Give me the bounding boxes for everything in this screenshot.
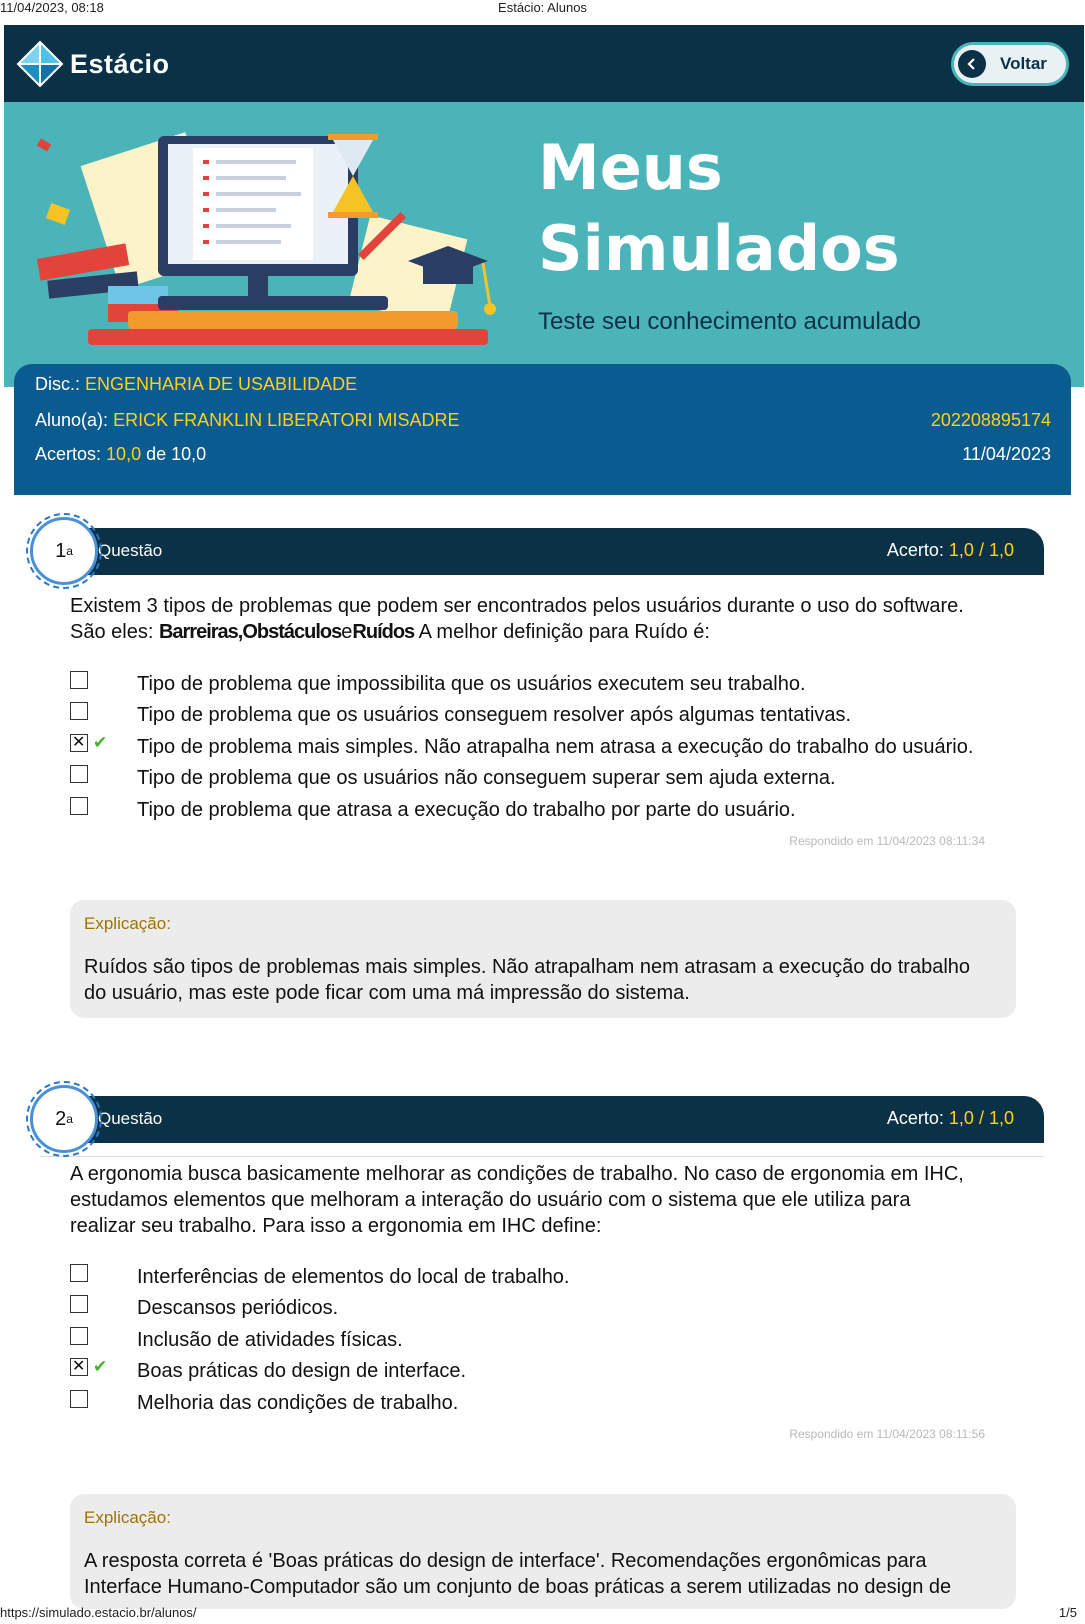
- question-label: Questão: [98, 1109, 163, 1128]
- student-label: Aluno(a):: [35, 410, 109, 430]
- answer-option-selected[interactable]: [70, 734, 1010, 764]
- statement-term-obstaculos: Obstáculos: [242, 621, 342, 643]
- page-title-line2: Simulados: [538, 212, 900, 285]
- answer-option-selected[interactable]: [70, 1358, 1010, 1388]
- question-score-value: 1,0: [948, 1108, 974, 1128]
- discipline-label: Disc.:: [35, 374, 80, 394]
- page-title: [538, 127, 988, 289]
- option-checkbox[interactable]: [70, 1327, 88, 1345]
- option-text: Tipo de problema que os usuários não conseguem superar sem ajuda externa.: [137, 767, 836, 789]
- option-text: Tipo de problema que atrasa a execução do trabalho por parte do usuário.: [137, 799, 796, 821]
- answer-option[interactable]: [70, 797, 1010, 827]
- correct-check-icon: ✔: [93, 1357, 108, 1376]
- option-checkbox[interactable]: [70, 1390, 88, 1408]
- brand[interactable]: [16, 39, 170, 89]
- option-text: Melhoria das condições de trabalho.: [137, 1392, 459, 1414]
- score-value: 10,0: [106, 444, 142, 464]
- divider: [40, 1156, 1044, 1157]
- question-number-badge: [30, 1085, 98, 1153]
- score-total: de 10,0: [146, 444, 207, 464]
- option-checkbox[interactable]: [70, 1295, 88, 1313]
- question-number: 1: [55, 539, 67, 562]
- statement-comma: ,: [237, 621, 243, 643]
- explanation-box: [70, 900, 1016, 1018]
- answered-timestamp: Respondido em 11/04/2023 08:11:56: [789, 1427, 985, 1441]
- print-datetime: 11/04/2023, 08:18: [0, 0, 104, 15]
- back-button[interactable]: [951, 42, 1069, 86]
- option-text: Tipo de problema mais simples. Não atrapalha nem atrasa a execução do trabalho do usuário.: [137, 736, 974, 758]
- question-statement: [70, 593, 1010, 645]
- answer-option[interactable]: [70, 1390, 1010, 1420]
- discipline-value: ENGENHARIA DE USABILIDADE: [85, 374, 358, 394]
- explanation-title: Explicação:: [84, 914, 171, 933]
- option-text: Boas práticas do design de interface.: [137, 1360, 467, 1382]
- option-text: Descansos periódicos.: [137, 1297, 339, 1319]
- score-label: Acertos:: [35, 444, 102, 464]
- question-ordinal: a: [66, 1112, 73, 1126]
- answer-option[interactable]: [70, 1264, 1010, 1294]
- score-row: [35, 444, 206, 465]
- question-score-max: / 1,0: [978, 540, 1014, 560]
- top-bar: [4, 25, 1084, 102]
- answered-timestamp: Respondido em 11/04/2023 08:11:34: [789, 834, 985, 848]
- question-number: 2: [55, 1107, 67, 1130]
- question-score-value: 1,0: [948, 540, 974, 560]
- statement-prefix: São eles:: [70, 621, 154, 643]
- question-score-max: / 1,0: [978, 1108, 1014, 1128]
- question-header: [40, 528, 1044, 575]
- student-row: [35, 410, 459, 431]
- question-label: Questão: [98, 541, 163, 560]
- question-statement: A ergonomia busca basicamente melhorar as condições de trabalho. No caso de ergonomia em IHC, estudamos elementos que melhoram a interação do usuário com o sistema que ele utiliza para realizar seu trabalho. Para isso a ergonomia em IHC define:: [70, 1163, 964, 1237]
- student-name: ERICK FRANKLIN LIBERATORI MISADRE: [113, 410, 460, 430]
- study-illustration-icon: [28, 126, 528, 371]
- explanation-text: Ruídos são tipos de problemas mais simples. Não atrapalham nem atrasam a execução do trabalho do usuário, mas este pode ficar com uma má impressão do sistema.: [84, 956, 971, 1004]
- answer-option[interactable]: [70, 702, 1010, 732]
- page-subtitle: Teste seu conhecimento acumulado: [538, 308, 921, 335]
- option-checkbox-checked[interactable]: [70, 734, 88, 752]
- statement-term-barreiras: Barreiras: [158, 621, 238, 643]
- answer-option[interactable]: [70, 765, 1010, 795]
- question-header: [40, 1096, 1044, 1143]
- question-number-badge: [30, 517, 98, 585]
- discipline-row: [35, 374, 357, 395]
- option-checkbox[interactable]: [70, 1264, 88, 1282]
- chevron-left-icon: [958, 50, 986, 78]
- option-text: Tipo de problema que impossibilita que os usuários executem seu trabalho.: [137, 673, 806, 695]
- student-id: 202208895174: [930, 410, 1051, 430]
- statement-term-ruidos: Ruídos: [352, 621, 415, 643]
- print-footer: [0, 1605, 1085, 1624]
- question-score: [887, 1108, 1014, 1129]
- hero-banner: [4, 102, 1084, 387]
- student-info-panel: [14, 364, 1071, 495]
- option-checkbox-checked[interactable]: [70, 1358, 88, 1376]
- correct-check-icon: ✔: [93, 733, 108, 752]
- exam-date: 11/04/2023: [962, 444, 1051, 464]
- question-score-label: Acerto:: [886, 1108, 944, 1128]
- answer-option[interactable]: [70, 671, 1010, 701]
- option-text: Interferências de elementos do local de trabalho.: [137, 1266, 570, 1288]
- question-statement-line2: [70, 619, 1010, 645]
- print-title: Estácio: Alunos: [498, 0, 587, 15]
- option-text: Inclusão de atividades físicas.: [137, 1329, 403, 1351]
- statement-suffix: A melhor definição para Ruído é:: [418, 621, 710, 643]
- option-checkbox[interactable]: [70, 797, 88, 815]
- explanation-text: A resposta correta é 'Boas práticas do design de interface'. Recomendações ergonômicas para Interface Humano-Computador são um conjunto de boas práticas a serem utilizadas no design de: [84, 1550, 952, 1598]
- estacio-logo-icon: [16, 40, 64, 88]
- question-ordinal: a: [66, 544, 73, 558]
- answer-option[interactable]: [70, 1295, 1010, 1325]
- question-statement-line1: Existem 3 tipos de problemas que podem ser encontrados pelos usuários durante o uso do software.: [70, 595, 964, 617]
- brand-name: Estácio: [70, 48, 170, 79]
- option-checkbox[interactable]: [70, 765, 88, 783]
- explanation-box: [70, 1494, 1016, 1609]
- explanation-title: Explicação:: [84, 1508, 171, 1527]
- statement-and: e: [341, 621, 353, 643]
- option-checkbox[interactable]: [70, 702, 88, 720]
- question-score-label: Acerto:: [886, 540, 944, 560]
- answer-option[interactable]: [70, 1327, 1010, 1357]
- back-button-label: Voltar: [1000, 54, 1047, 73]
- print-url: https://simulado.estacio.br/alunos/: [0, 1605, 197, 1620]
- print-header: [0, 0, 1085, 16]
- option-checkbox[interactable]: [70, 671, 88, 689]
- question-score: [887, 540, 1014, 561]
- option-text: Tipo de problema que os usuários conseguem resolver após algumas tentativas.: [137, 704, 852, 726]
- page-title-line1: Meus: [538, 131, 723, 204]
- print-page-number: 1/5: [1058, 1605, 1077, 1620]
